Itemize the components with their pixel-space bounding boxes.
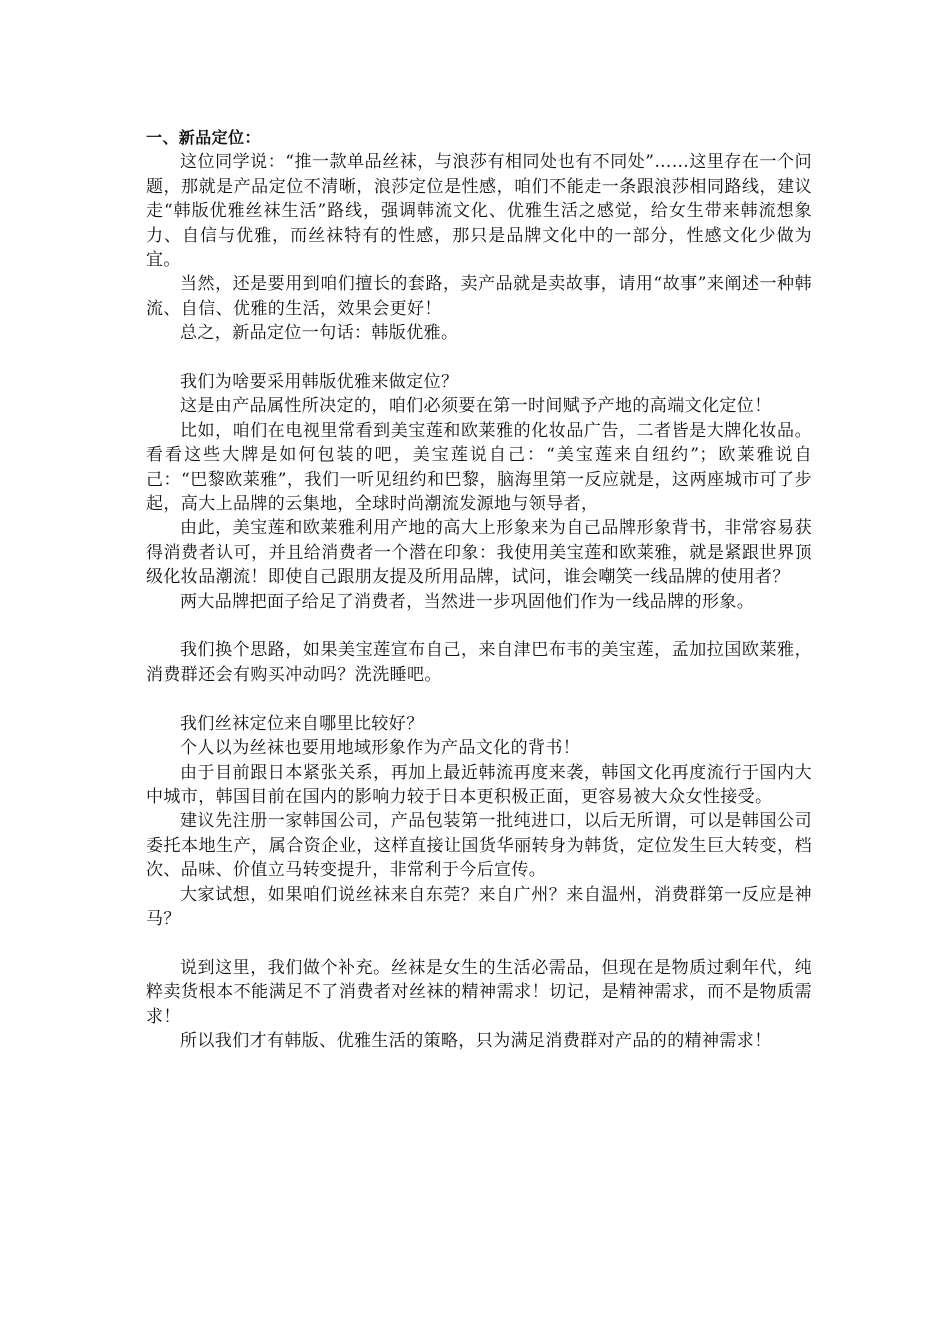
- paragraph: 大家试想，如果咱们说丝袜来自东莞？来自广州？来自温州，消费群第一反应是神马？: [146, 884, 812, 929]
- blank-line: [146, 931, 812, 955]
- paragraph: 我们丝袜定位来自哪里比较好？: [180, 713, 424, 734]
- paragraph: 两大品牌把面子给足了消费者，当然进一步巩固他们作为一线品牌的形象。: [180, 591, 755, 612]
- document-page: [146, 126, 812, 1053]
- paragraph: 说到这里，我们做个补充。丝袜是女生的生活必需品，但现在是物质过剩年代，纯粹卖货根本不能满足不了消费者对丝袜的精神需求！切记，是精神需求，而不是物质需求！: [146, 957, 812, 1027]
- paragraph: 这位同学说：“推一款单品丝袜，与浪莎有相同处也有不同处”……这里存在一个问题，那就是产品定位不清晰，浪莎定位是性感，咱们不能走一条跟浪莎相同路线，建议走“韩版优雅丝袜生活”路线，强调韩流文化、优雅生活之感觉，给女生带来韩流想象力、自信与优雅，而丝袜特有的性感，那只是品牌文化中的一部分，性感文化少做为宜。: [146, 152, 812, 271]
- paragraph: 个人以为丝袜也要用地域形象作为产品文化的背书！: [180, 738, 581, 759]
- paragraph: 由于目前跟日本紧张关系，再加上最近韩流再度来袭，韩国文化再度流行于国内大中城市，韩国目前在国内的影响力较于日本更积极正面，更容易被大众女性接受。: [146, 762, 812, 807]
- paragraph: 建议先注册一家韩国公司，产品包装第一批纯进口，以后无所谓，可以是韩国公司委托本地生产，属合资企业，这样直接让国货华丽转身为韩货，定位发生巨大转变，档次、品味、价值立马转变提升，非常利于今后宣传。: [146, 811, 812, 881]
- paragraph: 所以我们才有韩版、优雅生活的策略，只为满足消费群对产品的的精神需求！: [180, 1030, 772, 1051]
- blank-line: [146, 346, 812, 370]
- blank-line: [146, 614, 812, 638]
- paragraph: 由此，美宝莲和欧莱雅利用产地的高大上形象来为自己品牌形象背书，非常容易获得消费者认可，并且给消费者一个潜在印象：我使用美宝莲和欧莱雅，就是紧跟世界顶级化妆品潮流！即使自己跟朋友提及所用品牌，试问，谁会嘲笑一线品牌的使用者？: [146, 518, 812, 588]
- paragraph: 这是由产品属性所决定的，咱们必须要在第一时间赋予产地的高端文化定位！: [180, 396, 772, 417]
- paragraph: 我们为啥要采用韩版优雅来做定位？: [180, 372, 459, 393]
- paragraph: 比如，咱们在电视里常看到美宝莲和欧莱雅的化妆品广告，二者皆是大牌化妆品。看看这些大牌是如何包装的吧，美宝莲说自己：“美宝莲来自纽约”；欧莱雅说自己：“巴黎欧莱雅”，我们一听见纽约和巴黎，脑海里第一反应就是，这两座城市可了步起，高大上品牌的云集地，全球时尚潮流发源地与领导者，: [146, 420, 812, 515]
- paragraph: 当然，还是要用到咱们擅长的套路，卖产品就是卖故事，请用“故事”来阐述一种韩流、自信、优雅的生活，效果会更好！: [146, 274, 812, 319]
- paragraph: 我们换个思路，如果美宝莲宣布自己，来自津巴布韦的美宝莲，孟加拉国欧莱雅，消费群还会有购买冲动吗？洗洗睡吧。: [146, 640, 812, 685]
- paragraph: 总之，新品定位一句话：韩版优雅。: [180, 323, 459, 344]
- blank-line: [146, 687, 812, 711]
- section-heading: 一、新品定位：: [146, 128, 261, 147]
